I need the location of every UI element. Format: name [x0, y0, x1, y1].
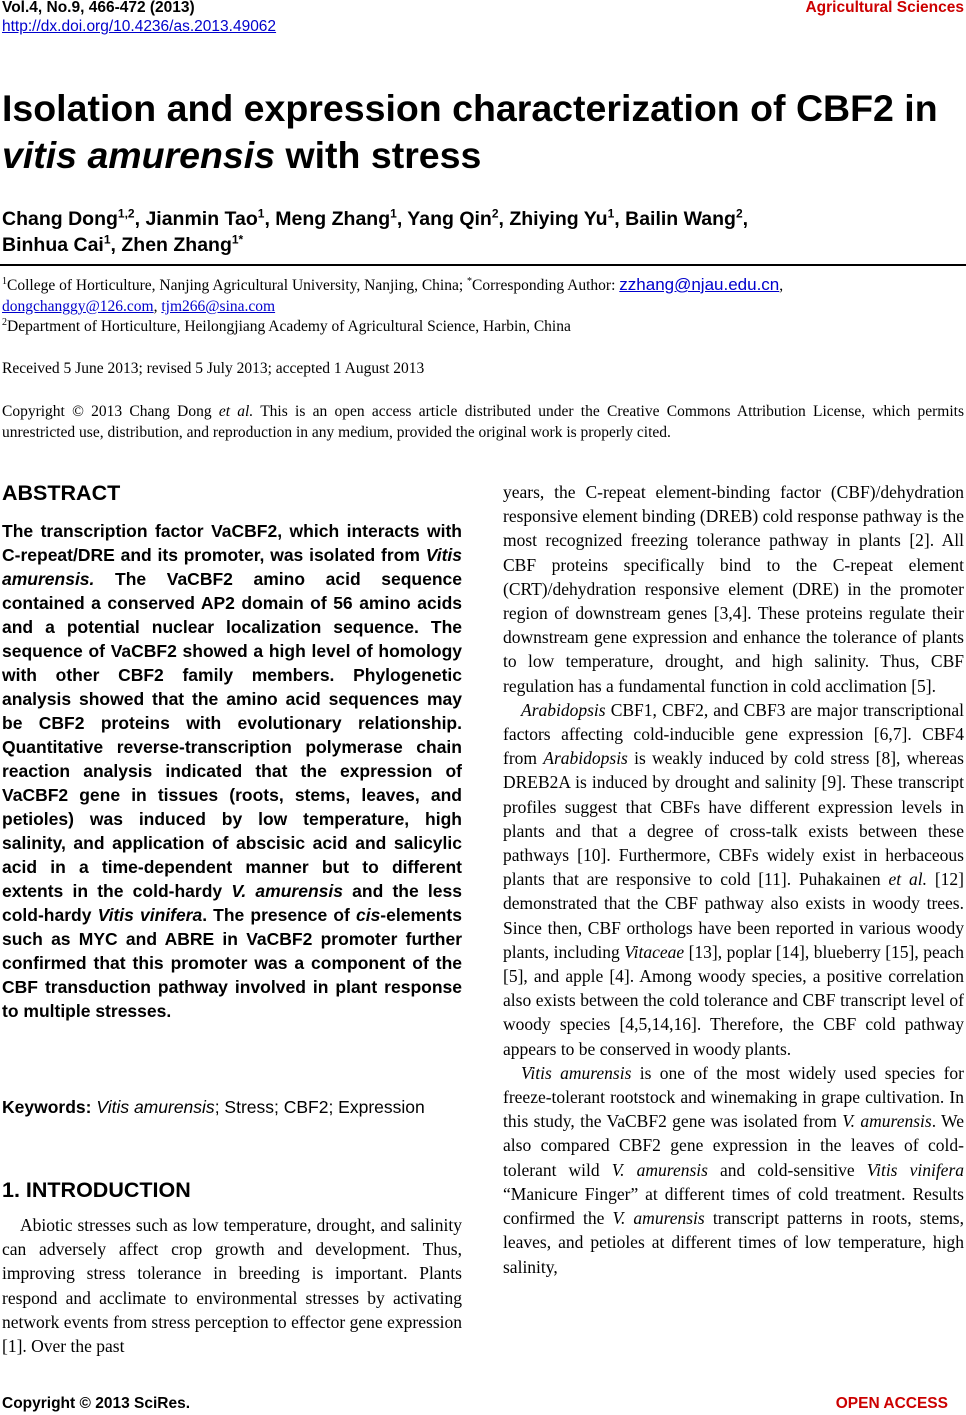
body-paragraph — [503, 1061, 964, 1279]
abstract-term: cis — [355, 905, 381, 925]
keywords — [2, 1095, 462, 1119]
paragraph-text: and cold-sensitive — [707, 1159, 867, 1180]
author-name: Bailin Wang — [625, 208, 736, 230]
species-name: Vitis vinifera — [866, 1159, 965, 1180]
author-separator: , — [396, 208, 408, 230]
affiliation-text: College of Horticulture, Nanjing Agricultural University, Nanjing, China; — [7, 277, 468, 294]
author-separator: , — [614, 208, 626, 230]
author-affiliation-mark: 1 — [103, 232, 111, 247]
author-separator: , — [134, 208, 146, 230]
abstract-species: Vitis amurensis. — [2, 545, 462, 589]
citation-etal: et al. — [888, 869, 927, 890]
title-line-1: Isolation and expression characterization of CBF2 in — [2, 87, 938, 129]
paragraph-text: is weakly induced by cold stress [8], whereas DREB2A is induced by drought and salinity [9]. These transcript profiles suggest that CBFs have different expression levels in plants and that a degree of cross-talk exists between these pathways [10]. Furthermore, CBFs widely exist in herbaceous plants that are responsive to cold [11]. Puhakainen — [503, 748, 964, 890]
author-affiliation-mark: 2 — [735, 206, 743, 221]
author-affiliation-mark: 1 — [390, 206, 397, 221]
abstract-body — [2, 519, 462, 1023]
copyright-etal: et al. — [218, 403, 254, 420]
author-affiliation-mark: 1* — [231, 232, 244, 247]
species-name: V. amurensis — [842, 1111, 932, 1132]
species-name: Vitis amurensis — [521, 1062, 632, 1083]
author-name: Binhua Cai — [2, 234, 104, 256]
copyright-license: This is an open access article distributed under the Creative Commons Attribution License, which permits unrestricted use, distribution, and reproduction in any medium, provided the original work is properly cited. — [2, 403, 964, 441]
doi-link[interactable]: http://dx.doi.org/10.4236/as.2013.49062 — [2, 18, 277, 35]
abstract-heading: ABSTRACT — [2, 481, 121, 505]
abstract-text: and the less cold-hardy — [2, 881, 462, 925]
email-link-dong[interactable]: dongchanggy@126.com — [2, 298, 154, 315]
author-name: Zhiying Yu — [509, 208, 608, 230]
paragraph-text: “Manicure Finger” at different times of cold treatment. Results confirmed the — [503, 1183, 964, 1229]
corresponding-mark: * — [467, 275, 473, 287]
author-affiliation-mark: 1 — [257, 206, 265, 221]
paper-title — [2, 85, 962, 179]
body-paragraph: years, the C-repeat element-binding factor (CBF)/dehydration responsive element binding (DREB) cold response pathway is the most recognized freezing tolerance pathway in plants [2]. All CBF proteins specifically bind to the C-repeat element (CRT)/dehydration responsive element (DRE) in the promoter region of downstream genes [3,4]. These proteins regulate their downstream gene expression and enhance the tolerance of plants to low temperature, drought, and high salinity. Thus, CBF regulation has a fundamental function in cold acclimation [5]. — [503, 482, 964, 696]
abstract-text: . The presence of — [202, 905, 356, 925]
footer-open-access: OPEN ACCESS — [835, 1395, 948, 1412]
species-name: Arabidopsis — [521, 699, 606, 720]
author-affiliation-mark: 1,2 — [117, 206, 135, 221]
email-separator: , — [779, 277, 784, 294]
title-divider — [0, 264, 966, 266]
author-affiliation-mark: 2 — [491, 206, 499, 221]
species-name: Arabidopsis — [543, 748, 628, 769]
affiliation-2 — [2, 316, 964, 337]
author-name: Jianmin Tao — [145, 208, 258, 230]
author-separator: , — [498, 208, 510, 230]
journal-name: Agricultural Sciences — [805, 0, 964, 16]
received-dates: Received 5 June 2013; revised 5 July 2013; accepted 1 August 2013 — [2, 360, 425, 377]
keyword-species: Vitis amurensis — [96, 1097, 215, 1117]
author-affiliation-mark: 1 — [607, 206, 615, 221]
author-separator: , — [264, 208, 276, 230]
author-name: Zhen Zhang — [121, 234, 232, 256]
introduction-heading: 1. INTRODUCTION — [2, 1178, 191, 1202]
right-column — [503, 480, 964, 1279]
footer-copyright: Copyright © 2013 SciRes. — [2, 1395, 191, 1412]
abstract-text: The VaCBF2 amino acid sequence contained a conserved AP2 domain of 56 amino acids and a potential nuclear localization sequence. The sequence of VaCBF2 showed a high level of homology with other CBF2 family members. Phylogenetic analysis showed that the amino acid sequences may be CBF2 proteins with evolutionary relationship. Quantitative reverse-transcription polymerase chain reaction analysis indicated that the expression of VaCBF2 gene in tissues (roots, stems, leaves, and petioles) was induced by low temperature, high salinity, and application of abscisic acid and salicylic acid in a time-dependent manner but to different extents in the cold-hardy — [2, 569, 462, 901]
abstract-species: V. amurensis — [231, 881, 343, 901]
affiliation-text: Department of Horticulture, Heilongjiang Academy of Agricultural Science, Harbin, China — [7, 318, 571, 335]
email-link-tao[interactable]: tjm266@sina.com — [161, 298, 276, 315]
introduction-left-column — [2, 1213, 462, 1358]
email-link-corresponding[interactable]: zzhang@njau.edu.cn — [619, 275, 780, 294]
email-separator: , — [153, 298, 162, 315]
affiliation-mark: 1 — [2, 275, 7, 287]
paragraph-text: is one of the most widely used species for freeze-tolerant rootstock and winemaking in grape cultivation. In this study, the VaCBF2 gene was isolated from — [503, 1062, 964, 1132]
author-name: Yang Qin — [407, 208, 492, 230]
author-name: Meng Zhang — [275, 208, 391, 230]
species-name: V. amurensis — [612, 1208, 705, 1229]
copyright-notice — [2, 401, 964, 443]
author-separator: , — [110, 234, 122, 256]
author-name: Chang Dong — [2, 208, 118, 230]
species-name: Vitaceae — [624, 941, 685, 962]
paragraph-text: [13], poplar [14], blueberry [15], peach [5], and apple [4]. Among woody species, a positive correlation also exists between the cold tolerance and CBF transcript level of woody species [4,5,14,16]. Therefore, the CBF cold pathway appears to be conserved in woody plants. — [503, 941, 965, 1059]
copyright-text: Copyright © 2013 Chang Dong — [2, 403, 219, 420]
paragraph-text: [12] demonstrated that the CBF pathway also exists in woody trees. Since then, CBF orthologs have been reported in various woody plants, including — [503, 869, 965, 962]
title-rest: with stress — [275, 134, 482, 176]
journal-volume-info: Vol.4, No.9, 466-472 (2013) — [2, 0, 195, 16]
body-paragraph — [503, 698, 964, 1061]
corresponding-label: Corresponding Author: — [472, 277, 620, 294]
affiliation-1 — [2, 274, 964, 317]
paragraph-text: CBF1, CBF2, and CBF3 are major transcriptional factors affecting cold-inducible gene expression [6,7]. CBF4 from — [503, 699, 964, 769]
affiliation-mark: 2 — [2, 316, 7, 328]
abstract-text: -elements such as MYC and ABRE in VaCBF2 promoter further confirmed that this promoter was a component of the CBF transduction pathway involved in plant response to multiple stresses. — [2, 905, 462, 1021]
keywords-label: Keywords: — [2, 1097, 92, 1117]
species-name: V. amurensis — [611, 1159, 708, 1180]
keywords-list: ; Stress; CBF2; Expression — [214, 1097, 425, 1117]
paragraph-text: . We also compared CBF2 gene expression in the leaves of cold-tolerant wild — [503, 1111, 964, 1180]
abstract-species: Vitis vinifera — [97, 905, 203, 925]
author-separator: , — [742, 208, 749, 230]
abstract-text: The transcription factor VaCBF2, which interacts with C-repeat/DRE and its promoter, was isolated from — [2, 521, 462, 565]
paragraph-text: transcript patterns in roots, stems, leaves, and petioles at different times of low temperature, high salinity, — [503, 1208, 964, 1277]
body-paragraph: Abiotic stresses such as low temperature, drought, and salinity can adversely affect crop growth and development. Thus, improving stress tolerance in breeding is important. Plants respond and acclimate to environmental stresses by activating network events from stress perception to effector gene expression [1]. Over the past — [2, 1215, 462, 1357]
author-list — [2, 206, 962, 258]
title-species: vitis amurensis — [2, 134, 276, 176]
